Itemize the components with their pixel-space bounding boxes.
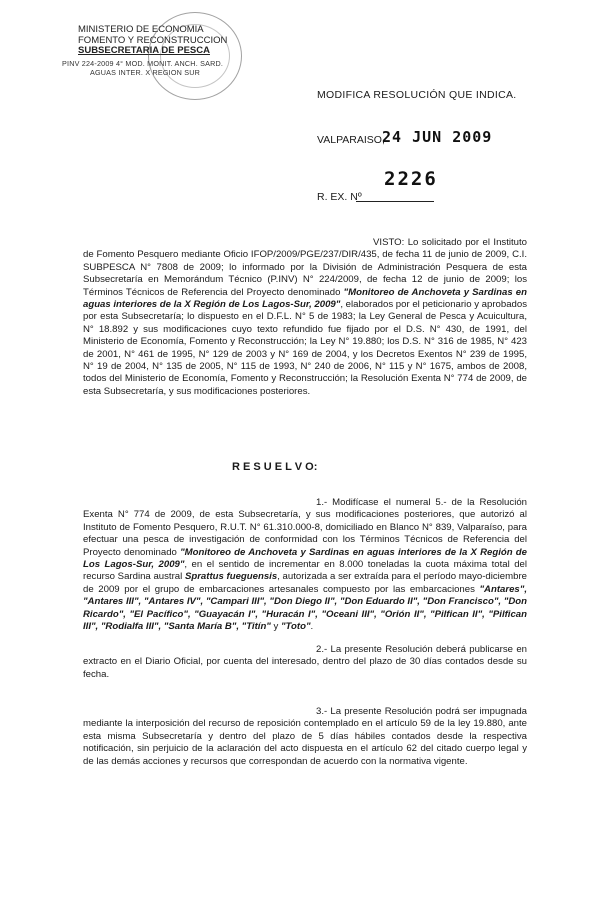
item-1-text-g: y (270, 621, 281, 633)
item-1-text-a: 1.- Modifícase el numeral 5.- de la Resolución Exenta N° 774 de 2009, de esta Subsecretaría, y sus modificaciones posteriores, que autorizó al Instituto de Fomento Pesquero, R.U.T. N° 61.310.000-8, domiciliado en Blanco N° 839, Valparaíso, para efectuar una pesca de investigación de conformidad con los Términos Técnicos de Referencia del Proyecto denominado (83, 497, 527, 558)
item-1-text-e: , autorizada a ser extraída para el período mayo-diciembre de 2009 por el grupo de embarcaciones artesanales compuesto por las embarcaciones (83, 571, 527, 595)
item-3-paragraph: 3.- La presente Resolución podrá ser impugnada mediante la interposición del recurso de reposición contemplado en el artículo 59 de la ley 19.880, ante esta misma Subsecretaría y dentro del plazo de 5 días hábiles contados desde la respectiva notificación, sin perjuicio de la aclaración del acto dispuesta en el artículo 62 del citado cuerpo legal y de las demás acciones y recursos que correspondan de acuerdo con la normativa vigente. (83, 706, 527, 767)
item-1-project: "Monitoreo de Anchoveta y Sardinas en aguas interiores de la X Región de Los Lagos-Sur, 2009" (83, 546, 527, 571)
number-underline (356, 201, 434, 202)
place-label: VALPARAISO, (317, 134, 385, 146)
vessel-list: "Antares", "Antares III", "Antares IV", "Campari III", "Don Diego II", "Don Eduardo II", "Don Francisco", "Don Ricardo", "El Pacífico", "Guayacán I", "Huracán I", "Oceani III", "Orión II", "Pilfican II", "Pilfican III", "Rodialfa III", "Santa María B", "Titín" (83, 583, 527, 633)
date-stamp: 24 JUN 2009 (382, 128, 493, 146)
item-1-text-c: , en el sentido de incrementar en 8.000 toneladas la cuota máxima total del recurso Sardina austral (83, 559, 527, 583)
species-name: Sprattus fueguensis (184, 571, 278, 583)
document-title: MODIFICA RESOLUCIÓN QUE INDICA. (317, 89, 517, 101)
project-name: "Monitoreo de Anchoveta y Sardinas en aguas interiores de la X Región de Los Lagos-Sur, 2009" (83, 286, 527, 311)
visto-text-2: , elaborados por el peticionario y aprobados por esta Subsecretaría; lo dispuesto en el D.F.L. N° 5 de 1983; la Ley General de Pesca y Acuicultura, N° 18.892 y sus modificaciones cuyo texto refundido fue fijado por el D.S. N° 430, de 1991, del Ministerio de Economía, Fomento y Reconstrucción; la Ley N° 19.880; los D.S. N° 316 de 1985, N° 423 de 2001, N° 461 de 1995, N° 129 de 2003 y N° 169 de 2004, y los Decretos Exentos N° 239 de 1995, N° 19 de 2004, N° 135 de 2005, N° 115 de 1993, N° 240 de 2006, N° 115 y N° 1675, ambos de 2008, todos del Ministerio de Economía, Fomento y Reconstrucción; la Resolución Exenta N° 774 de 2009, de esta Subsecretaría, y sus modificaciones posteriores. (83, 299, 528, 397)
item-1-paragraph (83, 497, 527, 633)
reference-line-2: AGUAS INTER. X REGION SUR (90, 68, 201, 77)
item-1-text-i: . (310, 621, 314, 633)
rex-label: R. EX. Nº (317, 191, 362, 203)
ministry-line-2: FOMENTO Y RECONSTRUCCION (78, 34, 228, 46)
resolution-number: 2226 (384, 168, 438, 190)
seal-stamp-inner (160, 24, 230, 88)
vessel-last: "Toto" (281, 621, 311, 633)
reference-line-1: PINV 224-2009 4° MOD. MONIT. ANCH. SARD. (62, 59, 224, 68)
visto-text-1: VISTO: Lo solicitado por el Instituto de Fomento Pesquero mediante Oficio IFOP/2009/PGE/237/DIR/435, de fecha 11 de junio de 2009, C.I. SUBPESCA N° 7808 de 2009; lo informado por la División de Administración Pesquera de esta Subsecretaría en Memorándum Técnico (P.INV) N° 224/2009, de fecha 12 de junio de 2009; los Términos Técnicos de Referencia del Proyecto denominado (83, 237, 527, 298)
ministry-line-1: MINISTERIO DE ECONOMIA (78, 24, 204, 35)
ministry-line-3: SUBSECRETARIA DE PESCA (78, 45, 210, 56)
visto-paragraph (83, 237, 527, 398)
item-2-paragraph: 2.- La presente Resolución deberá publicarse en extracto en el Diario Oficial, por cuenta del interesado, dentro del plazo de 30 días contados desde su fecha. (83, 644, 527, 680)
resuelvo-heading: R E S U E L V O: (232, 461, 318, 473)
